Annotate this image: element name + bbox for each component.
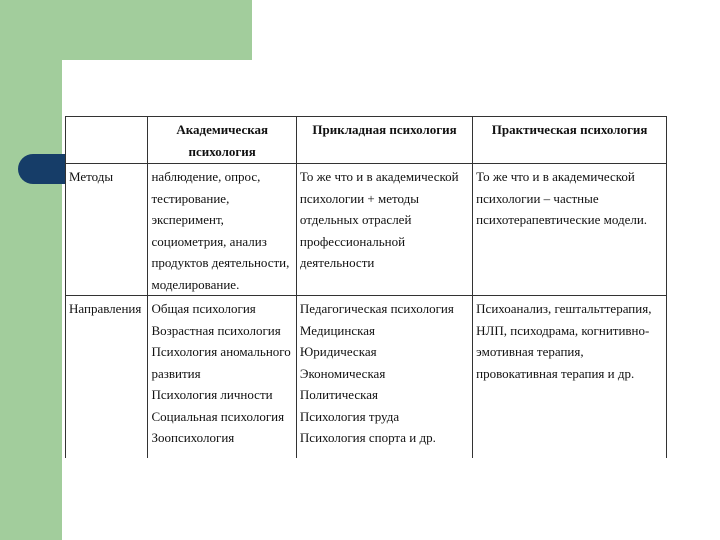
cell-line: деятельности: [299, 255, 375, 270]
cell-line: моделирование.: [151, 276, 240, 292]
cell-line: Общая психология: [151, 301, 256, 316]
cell-line: отдельных отраслей: [299, 212, 412, 227]
decorative-green-block: [0, 0, 252, 60]
cell-line: Психоанализ, гештальттерапия,: [476, 301, 652, 316]
cell-line: Психология личности: [151, 387, 273, 402]
cell-line: Психология труда: [299, 408, 400, 424]
cell-methods-academic: [148, 164, 296, 296]
cell-line: наблюдение, опрос,: [151, 169, 261, 184]
cell-line: Психология аномального: [151, 344, 291, 359]
table-row-methods: [66, 164, 667, 296]
comparison-table-container: [65, 113, 667, 458]
cell-line: продуктов деятельности,: [151, 255, 290, 270]
cell-line: То же что и в академической: [299, 169, 459, 184]
cell-line: психологии + методы: [299, 190, 419, 206]
cell-line: провокативная терапия и др.: [476, 365, 635, 381]
cell-line: Политическая: [299, 387, 378, 402]
cell-directions-practical: [473, 296, 667, 459]
row-label-directions: Направления: [66, 296, 148, 459]
header-cell-practical: Практическая психология: [473, 117, 667, 164]
cell-directions-applied: [296, 296, 472, 459]
cell-line: тестирование,: [151, 190, 230, 206]
cell-line: Социальная психология: [151, 408, 285, 424]
cell-line: Возрастная психология: [151, 322, 281, 338]
header-cell-academic: Академическая психология: [148, 117, 296, 164]
cell-line: Педагогическая психология: [299, 301, 454, 316]
cell-line: Зоопсихология: [151, 430, 235, 445]
cell-line: профессиональной: [299, 233, 406, 249]
header-cell-applied: Прикладная психология: [296, 117, 472, 164]
psychology-comparison-table: [65, 116, 667, 458]
cell-line: НЛП, психодрама, когнитивно-: [476, 322, 650, 338]
cell-line: развития: [151, 365, 201, 381]
cell-directions-academic: [148, 296, 296, 459]
cell-line: психологии – частные: [476, 190, 599, 206]
cell-line: Экономическая: [299, 365, 386, 381]
cell-line: эксперимент,: [151, 212, 224, 227]
cell-line: Психология спорта и др.: [299, 430, 436, 445]
cell-line: психотерапевтические модели.: [476, 212, 648, 227]
table-header-row: [66, 117, 667, 164]
cell-line: Медицинская: [299, 322, 375, 338]
slide-bullet-marker: [18, 154, 66, 184]
cell-methods-applied: [296, 164, 472, 296]
cell-line: социометрия, анализ: [151, 233, 267, 249]
cell-line: То же что и в академической: [476, 169, 635, 184]
cell-line: Юридическая: [299, 344, 377, 359]
table-row-directions: [66, 296, 667, 459]
header-cell-empty: [66, 117, 148, 164]
row-label-methods: Методы: [66, 164, 148, 296]
decorative-green-strip: [0, 0, 62, 540]
cell-line: эмотивная терапия,: [476, 344, 584, 359]
cell-methods-practical: [473, 164, 667, 296]
